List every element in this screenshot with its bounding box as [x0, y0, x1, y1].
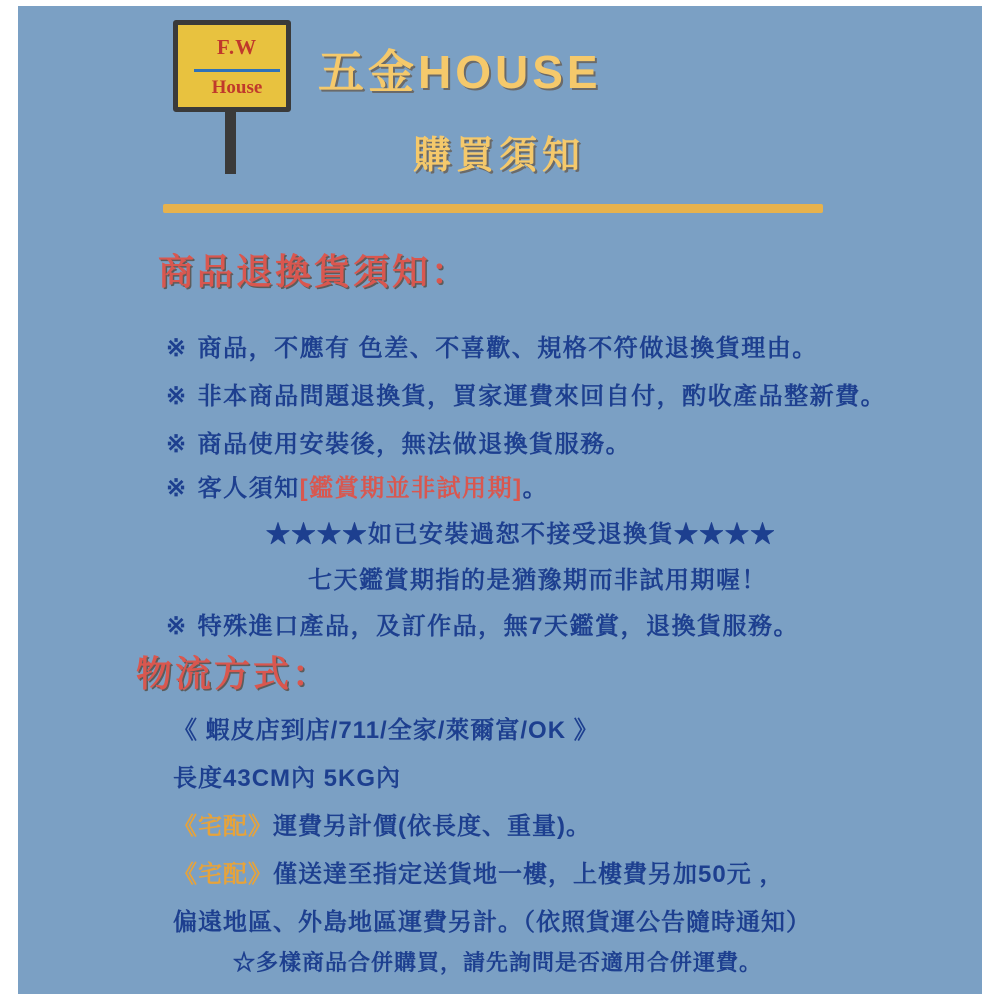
signboard-frame: [173, 20, 291, 112]
page-margin-bottom: [0, 994, 1000, 1000]
returns-item-1-text: 商品，不應有 色差、不喜歡、規格不符做退換貨理由。: [197, 335, 818, 362]
explanation-line: 七天鑑賞期指的是猶豫期而非試用期喔！: [308, 567, 767, 594]
returns-item-2: [166, 376, 886, 411]
shop-signboard-icon: [173, 20, 303, 190]
returns-item-4: [166, 606, 799, 641]
returns-item-1: [166, 328, 818, 363]
header-divider: [163, 204, 823, 213]
logistics-channels-line: 《 蝦皮店到店/711/全家/萊爾富/OK 》: [173, 717, 599, 744]
home-delivery-fee-text: 運費另計價(依長度、重量)。: [273, 813, 591, 840]
poster-header: [18, 6, 982, 196]
remote-area-line: 偏遠地區、外島地區運費另計。（依照貨運公告隨時通知）: [173, 909, 811, 936]
customer-notice-suffix: 。: [522, 475, 549, 502]
home-delivery-tag: 《宅配》: [173, 813, 273, 840]
returns-item-3-text: 商品使用安裝後，無法做退換貨服務。: [197, 431, 632, 458]
bullet-icon: ※: [166, 335, 188, 362]
page-title: 五金HOUSE: [318, 46, 602, 98]
bullet-icon: ※: [166, 475, 188, 502]
home-delivery-tag: 《宅配》: [173, 861, 273, 888]
home-delivery-scope-line: [173, 854, 784, 889]
bullet-icon: ※: [166, 431, 188, 458]
signboard-line1: F.W: [216, 35, 258, 59]
customer-notice: [166, 468, 548, 503]
returns-item-2-text: 非本商品問題退換貨，買家運費來回自付，酌收產品整新費。: [197, 383, 887, 410]
logistics-heading: 物流方式：: [136, 653, 332, 694]
bullet-icon: ※: [166, 383, 188, 410]
customer-notice-highlight: [鑑賞期並非試用期]: [299, 475, 523, 502]
page-subtitle: 購買須知: [413, 135, 586, 177]
bullet-icon: ※: [166, 613, 188, 640]
signboard-rule: [194, 69, 280, 72]
home-delivery-scope-text: 僅送達至指定送貨地一樓，上樓費另加50元 ，: [273, 861, 785, 888]
page-margin-left: [0, 0, 18, 1000]
home-delivery-fee-line: [173, 806, 591, 841]
returns-heading: 商品退換貨須知：: [158, 251, 471, 292]
returns-item-3: [166, 424, 631, 459]
returns-item-4-text: 特殊進口產品，及訂作品，無7天鑑賞，退換貨服務。: [197, 613, 799, 640]
combined-shipping-note: ☆多樣商品合併購買，請先詢問是否適用合併運費。: [233, 950, 763, 975]
signboard-pole: [225, 112, 236, 174]
poster-content: [18, 6, 982, 994]
signboard-line2: House: [211, 77, 263, 98]
customer-notice-prefix: 客人須知: [197, 475, 300, 502]
stars-warning-line: ★★★★如已安裝過恕不接受退換貨★★★★: [266, 521, 776, 548]
logistics-size-line: 長度43CM內 5KG內: [173, 765, 402, 792]
page-margin-right: [982, 0, 1000, 1000]
